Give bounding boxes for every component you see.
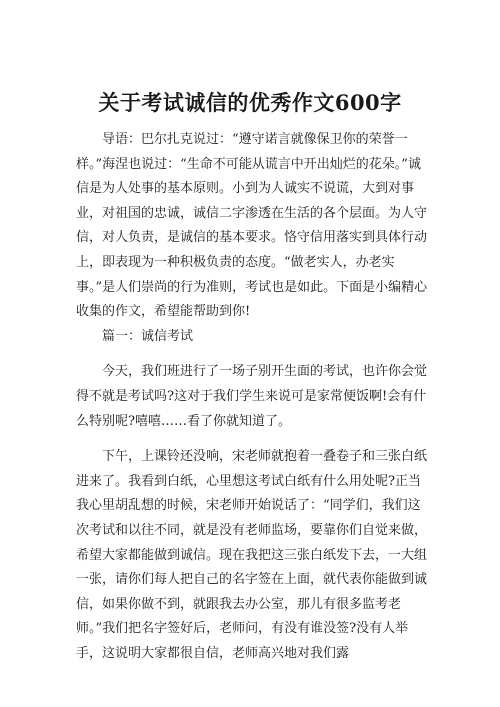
body-paragraph: 下午，上课铃还没响，宋老师就抱着一叠卷子和三张白纸进来了。我看到白纸，心里想这考试白纸有什么用处呢?正当我心里胡乱想的时候，宋老师开始说话了：“同学们，我们这次考试和以往不同，就是没有老师监场，要靠你们自觉来做，希望大家都能做到诚信。现在我把这三张白纸发下去，一大组一张，请你们每人把自己的名字签在上面，就代表你能做到诚信，如果你做不到，就跟我去办公室，那儿有很多监考老师。”我们把名字签好后，老师问，有没有谁没签?没有人举手，这说明大家都很自信，老师高兴地对我们露 xyxy=(76,449,428,661)
document-title: 关于考试诚信的优秀作文600字 xyxy=(98,90,402,115)
body-paragraph: 今天，我们班进行了一场子别开生面的考试，也许你会觉得不就是考试吗?这对于我们学生来说可是家常便饭啊!会有什么特别呢?嘻嘻……看了你就知道了。 xyxy=(76,364,428,429)
section-heading: 篇一：诚信考试 xyxy=(102,328,194,344)
document-body xyxy=(76,128,428,666)
intro-paragraph: 导语：巴尔扎克说过：“遵守诺言就像保卫你的荣誉一样。”海涅也说过：“生命不可能从谎言中开出灿烂的花朵。”诚信是为人处事的基本原则。小到为人诚实不说谎，大到对事业，对祖国的忠诚，诚信二字渗透在生活的各个层面。为人守信，对人负责，是诚信的基本要求。恪守信用落实到具体行动上，即表现为一种积极负责的态度。“做老实人，办老实事。”是人们崇尚的行为准则，考试也是如此。下面是小编精心收集的作文，希望能帮助到你! xyxy=(76,132,428,320)
